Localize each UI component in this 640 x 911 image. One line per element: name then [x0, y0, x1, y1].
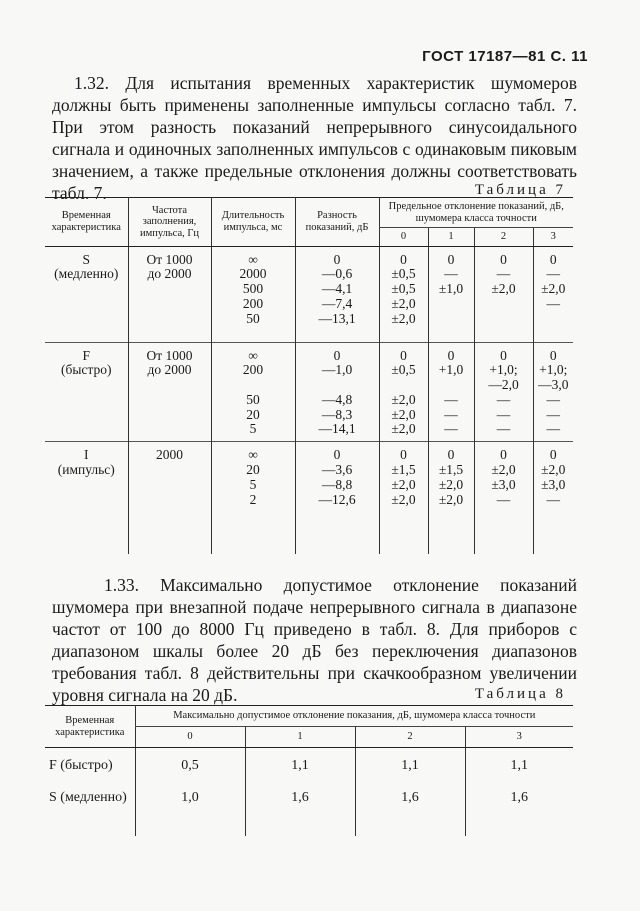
t7-i-dur-value: 2	[249, 491, 257, 507]
t7-f-c1-value	[431, 378, 472, 393]
t7-f-diff-value	[298, 378, 377, 393]
table-8-caption: Таблица 8	[474, 686, 566, 702]
t7-i-char-line: I	[84, 447, 89, 463]
t7-f-c0-value	[382, 378, 426, 393]
t7-f-c3-value: —3,0	[538, 377, 569, 393]
t7-s-char-line: S	[82, 251, 90, 267]
t7-f-class3	[533, 342, 573, 442]
t8-row-label: F (быстро)	[49, 758, 113, 773]
t7-f-diff	[295, 342, 379, 442]
t7-s-freq-line: От 1000	[146, 251, 193, 267]
t8-cell: 1,6	[245, 780, 355, 836]
t7-i-c0-value: ±2,0	[391, 491, 416, 507]
table-7	[45, 197, 573, 554]
t7-s-dur-value: 200	[242, 295, 264, 311]
t7-f-c2-value: 0	[500, 347, 507, 363]
t7-s-class3	[533, 246, 573, 342]
t7-header-freq: Частота заполнения, импульса, Гц	[128, 198, 211, 247]
t7-i-c0-value: ±2,0	[391, 476, 416, 492]
t7-f-class2	[474, 342, 533, 442]
t7-s-diff-value: —4,1	[321, 281, 353, 297]
t7-header-char: Временная характеристика	[45, 198, 128, 247]
t7-f-diff-value: —1,0	[321, 362, 353, 378]
t7-f-dur	[211, 342, 295, 442]
t7-f-diff-value: —14,1	[318, 421, 356, 437]
t8-cell: 0,5	[135, 748, 245, 781]
t8-row	[45, 748, 573, 781]
t7-i-freq-line: 2000	[156, 447, 183, 463]
t7-s-c0-value: ±2,0	[391, 295, 416, 311]
t8-cell: 1,6	[465, 780, 573, 836]
t7-f-freq-line: до 2000	[147, 362, 192, 378]
t7-header-diff: Разность показаний, дБ	[295, 198, 379, 247]
t7-i-diff-value: 0	[333, 447, 341, 463]
t7-f-dur-value: 20	[246, 406, 260, 422]
t7-i-class2	[474, 442, 533, 554]
t7-f-c2-value: +1,0;	[489, 362, 518, 378]
t7-i-c3-value: ±3,0	[541, 476, 566, 492]
t7-i-c2-value: ±3,0	[491, 476, 516, 492]
t7-s-c2-value: 0	[500, 251, 507, 267]
t7-f-c1-value: 0	[447, 347, 455, 363]
t7-f-c3-value: +1,0;	[539, 362, 568, 378]
t7-s-freq	[128, 246, 211, 342]
t7-class-2: 2	[474, 228, 533, 247]
t7-i-class0	[379, 442, 428, 554]
t7-i-dur-value: ∞	[248, 447, 258, 463]
t7-i-c3-value: —	[546, 491, 560, 507]
t7-s-dur-value: 2000	[239, 266, 267, 282]
t8-cell: 1,1	[465, 748, 573, 781]
t7-f-c0-value: ±2,0	[391, 421, 416, 437]
t7-s-diff-value: —7,4	[321, 295, 353, 311]
t7-s-c0-value: 0	[400, 251, 407, 267]
t7-s-c3-value: —	[546, 266, 560, 282]
t7-f-freq	[128, 342, 211, 442]
t7-s-dur-value: 50	[246, 310, 260, 326]
t7-i-c1-value: 0	[447, 447, 455, 463]
t7-i-char-line: (импульс)	[57, 462, 115, 478]
t8-cell: 1,6	[355, 780, 465, 836]
t7-group-f	[45, 342, 573, 442]
t7-s-class0	[379, 246, 428, 342]
t7-f-c0-value: 0	[400, 347, 407, 363]
t7-s-c3-value: 0	[549, 251, 557, 267]
t7-i-c1-value: ±1,5	[438, 462, 464, 478]
t7-s-diff-value: 0	[333, 251, 341, 267]
t7-f-c1-value: —	[444, 391, 458, 407]
t7-class-1: 1	[428, 228, 474, 247]
t7-i-dur-value: 20	[246, 462, 260, 478]
t7-i-diff-value: —12,6	[318, 491, 356, 507]
t7-header-dur: Длительность импульса, мс	[211, 198, 295, 247]
t7-s-char-line: (медленно)	[54, 266, 119, 282]
t7-s-c1-value: 0	[447, 251, 455, 267]
t7-f-dur-value	[214, 378, 293, 393]
t7-f-char-line: (быстро)	[61, 362, 112, 378]
t7-f-freq-line: От 1000	[146, 347, 193, 363]
t7-i-c2-value: ±2,0	[491, 462, 516, 478]
paragraph-1-32: 1.32. Для испытания временных характеристик шумомеров должны быть применены заполненные импульсы согласно табл. 7. При этом разность показаний непрерывного синусоидального сигнала и одиночных заполненных импульсов с одинаковым пиковым значением, а также предельные отклонения должны соответствовать табл. 7.	[52, 73, 577, 203]
t7-f-c3-value: —	[546, 391, 560, 407]
t7-f-c2-value: —	[496, 421, 511, 437]
t8-class-3: 3	[465, 727, 573, 748]
paragraph-1-33: 1.33. Максимально допустимое отклонение показаний шумомера при внезапной подаче непрерывного сигнала в диапазоне частот от 100 до 8000 Гц приведено в табл. 8. Для приборов с диапазоном шкалы более 20 дБ без переключения диапазонов требования табл. 8 действительны при скачкообразном увеличении уровня сигнала на 20 дБ.	[52, 575, 577, 705]
t7-s-c2-value: —	[496, 266, 511, 282]
t7-i-c2-value: 0	[500, 447, 507, 463]
t7-s-dur-value: ∞	[248, 251, 258, 267]
t7-s-char	[45, 246, 128, 342]
t7-f-c3-value: 0	[549, 347, 557, 363]
t7-s-diff	[295, 246, 379, 342]
t7-f-dur-value: 5	[249, 421, 257, 437]
t7-f-c0-value: ±2,0	[391, 406, 416, 422]
t7-i-c0-value: 0	[400, 447, 407, 463]
t7-i-c0-value: ±1,5	[391, 462, 416, 478]
t7-f-c2-value: —2,0	[488, 377, 519, 393]
t7-f-c1-value: —	[444, 406, 458, 422]
t7-i-class1	[428, 442, 474, 554]
t7-i-c2-value: —	[496, 491, 511, 507]
t7-i-char	[45, 442, 128, 554]
table-7-caption: Таблица 7	[474, 182, 566, 198]
t7-i-freq	[128, 442, 211, 554]
t7-f-dur-value: ∞	[248, 347, 258, 363]
t7-f-c0-value: ±0,5	[391, 362, 416, 378]
t7-s-class2	[474, 246, 533, 342]
t7-f-diff-value: —8,3	[321, 406, 353, 422]
t7-f-c3-value: —	[546, 421, 560, 437]
t7-f-class1	[428, 342, 474, 442]
t7-i-c1-value: ±2,0	[438, 491, 464, 507]
t7-f-c1-value: +1,0	[438, 362, 464, 378]
t7-f-c2-value: —	[496, 391, 511, 407]
t7-header-limit: Предельное отклонение показаний, дБ, шумомера класса точности	[379, 198, 573, 228]
t7-s-c3-value: —	[546, 295, 560, 311]
t8-header-char: Временная характеристика	[45, 706, 135, 748]
t7-class-3: 3	[533, 228, 573, 247]
t8-header-limit: Максимально допустимое отклонение показания, дБ, шумомера класса точности	[135, 706, 573, 727]
t7-group-i	[45, 442, 573, 554]
t8-class-2: 2	[355, 727, 465, 748]
t8-class-1: 1	[245, 727, 355, 748]
table-8	[45, 705, 573, 836]
t7-f-char	[45, 342, 128, 442]
page-header: ГОСТ 17187—81 С. 11	[422, 48, 588, 65]
t7-s-dur-value: 500	[242, 281, 264, 297]
t7-f-c3-value: —	[546, 406, 560, 422]
t7-s-freq-line: до 2000	[147, 266, 192, 282]
t7-s-c2-value: ±2,0	[491, 281, 516, 297]
t7-f-c1-value: —	[444, 421, 458, 437]
t7-f-dur-value: 50	[246, 391, 260, 407]
t7-i-dur	[211, 442, 295, 554]
t7-f-c2-value: —	[496, 406, 511, 422]
t7-group-s	[45, 246, 573, 342]
t7-i-class3	[533, 442, 573, 554]
t7-s-diff-value: —13,1	[318, 310, 356, 326]
t7-s-dur	[211, 246, 295, 342]
t7-f-class0	[379, 342, 428, 442]
t8-cell: 1,1	[245, 748, 355, 781]
t7-s-c0-value: ±2,0	[391, 310, 416, 326]
t7-s-c3-value: ±2,0	[541, 281, 566, 297]
t7-f-diff-value: 0	[333, 347, 341, 363]
t7-f-diff-value: —4,8	[321, 391, 353, 407]
t8-cell: 1,1	[355, 748, 465, 781]
t7-i-c3-value: 0	[549, 447, 557, 463]
t7-i-c1-value: ±2,0	[438, 476, 464, 492]
t7-i-diff-value: —8,8	[321, 476, 353, 492]
t7-s-class1	[428, 246, 474, 342]
t7-f-c0-value: ±2,0	[391, 391, 416, 407]
t7-s-diff-value: —0,6	[321, 266, 353, 282]
t7-f-char-line: F	[82, 347, 90, 363]
t7-i-dur-value: 5	[249, 476, 257, 492]
t7-i-c3-value: ±2,0	[541, 462, 566, 478]
t8-cell: 1,0	[135, 780, 245, 836]
t7-i-diff	[295, 442, 379, 554]
t8-row-label: S (медленно)	[49, 790, 127, 805]
t8-row	[45, 780, 573, 836]
t8-class-0: 0	[135, 727, 245, 748]
t7-s-c0-value: ±0,5	[391, 266, 416, 282]
t7-s-c1-value: ±1,0	[438, 281, 464, 297]
t7-class-0: 0	[379, 228, 428, 247]
t7-f-dur-value: 200	[242, 362, 264, 378]
t7-i-diff-value: —3,6	[321, 462, 353, 478]
t7-s-c1-value: —	[444, 266, 458, 282]
t7-s-c0-value: ±0,5	[391, 281, 416, 297]
